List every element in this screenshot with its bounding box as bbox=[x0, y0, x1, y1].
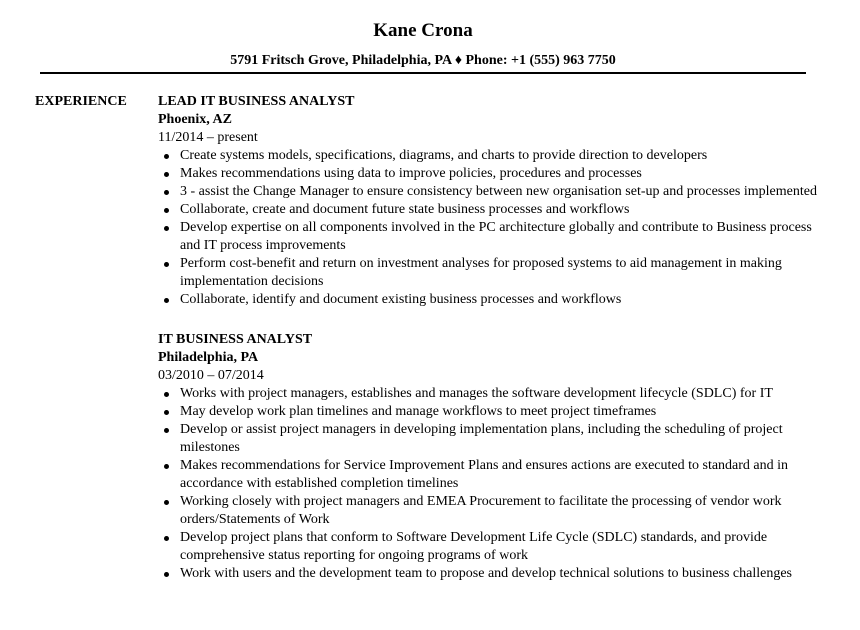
bullet-icon bbox=[164, 410, 169, 415]
bullet-text: Makes recommendations for Service Improvement Plans and ensures actions are executed to standard and in accordance with established completion timelines bbox=[180, 458, 789, 491]
bullet-icon bbox=[164, 572, 169, 577]
job-entry bbox=[158, 93, 818, 309]
bullet-text: Collaborate, identify and document existing business processes and workflows bbox=[180, 292, 622, 307]
bullet-text: 3 - assist the Change Manager to ensure consistency between new organisation set-up and processes implemented bbox=[180, 184, 817, 199]
section-label-experience: EXPERIENCE bbox=[35, 94, 127, 109]
bullet-item bbox=[158, 529, 818, 565]
job-location: Philadelphia, PA bbox=[158, 350, 259, 365]
contact-line: 5791 Fritsch Grove, Philadelphia, PA ♦ Phone: +1 (555) 963 7750 bbox=[230, 53, 616, 68]
bullet-icon bbox=[164, 262, 169, 267]
job-title: IT BUSINESS ANALYST bbox=[158, 332, 313, 347]
job-bullets bbox=[158, 385, 818, 583]
bullet-text: Working closely with project managers and EMEA Procurement to facilitate the processing of vendor work orders/Statements of Work bbox=[180, 494, 782, 527]
bullet-text: Develop or assist project managers in developing implementation plans, including the scheduling of project milestones bbox=[180, 422, 783, 455]
bullet-item bbox=[158, 165, 818, 183]
bullet-text: Works with project managers, establishes and manages the software development lifecycle (SDLC) for IT bbox=[180, 386, 773, 401]
job-entry bbox=[158, 331, 818, 583]
bullet-icon bbox=[164, 154, 169, 159]
bullet-text: Perform cost-benefit and return on investment analyses for proposed systems to aid management in making implementation decisions bbox=[180, 256, 782, 289]
bullet-icon bbox=[164, 536, 169, 541]
bullet-text: Develop project plans that conform to Software Development Life Cycle (SDLC) standards, and provide comprehensive status reporting for ongoing programs of work bbox=[180, 530, 768, 563]
bullet-icon bbox=[164, 172, 169, 177]
bullet-icon bbox=[164, 500, 169, 505]
bullet-item bbox=[158, 565, 818, 583]
bullet-text: Makes recommendations using data to improve policies, procedures and processes bbox=[180, 166, 642, 181]
job-bullets bbox=[158, 147, 818, 309]
header-divider bbox=[40, 72, 806, 74]
job-location: Phoenix, AZ bbox=[158, 112, 232, 127]
bullet-item bbox=[158, 147, 818, 165]
bullet-icon bbox=[164, 298, 169, 303]
bullet-icon bbox=[164, 464, 169, 469]
bullet-item bbox=[158, 421, 818, 457]
bullet-icon bbox=[164, 190, 169, 195]
bullet-icon bbox=[164, 392, 169, 397]
bullet-text: Collaborate, create and document future state business processes and workflows bbox=[180, 202, 630, 217]
bullet-item bbox=[158, 255, 818, 291]
bullet-item bbox=[158, 183, 818, 201]
bullet-icon bbox=[164, 208, 169, 213]
bullet-item bbox=[158, 291, 818, 309]
bullet-item bbox=[158, 385, 818, 403]
bullet-text: May develop work plan timelines and manage workflows to meet project timeframes bbox=[180, 404, 657, 419]
bullet-text: Develop expertise on all components involved in the PC architecture globally and contribute to Business process and IT process improvements bbox=[180, 220, 812, 253]
bullet-icon bbox=[164, 226, 169, 231]
bullet-item bbox=[158, 493, 818, 529]
job-dates: 11/2014 – present bbox=[158, 130, 258, 145]
job-title: LEAD IT BUSINESS ANALYST bbox=[158, 94, 355, 109]
bullet-icon bbox=[164, 428, 169, 433]
bullet-text: Create systems models, specifications, diagrams, and charts to provide direction to developers bbox=[180, 148, 708, 163]
job-dates: 03/2010 – 07/2014 bbox=[158, 368, 264, 383]
candidate-name: Kane Crona bbox=[373, 20, 473, 41]
bullet-item bbox=[158, 201, 818, 219]
bullet-item bbox=[158, 403, 818, 421]
bullet-item bbox=[158, 457, 818, 493]
experience-section bbox=[158, 93, 818, 605]
bullet-text: Work with users and the development team to propose and develop technical solutions to business challenges bbox=[180, 566, 793, 581]
bullet-item bbox=[158, 219, 818, 255]
